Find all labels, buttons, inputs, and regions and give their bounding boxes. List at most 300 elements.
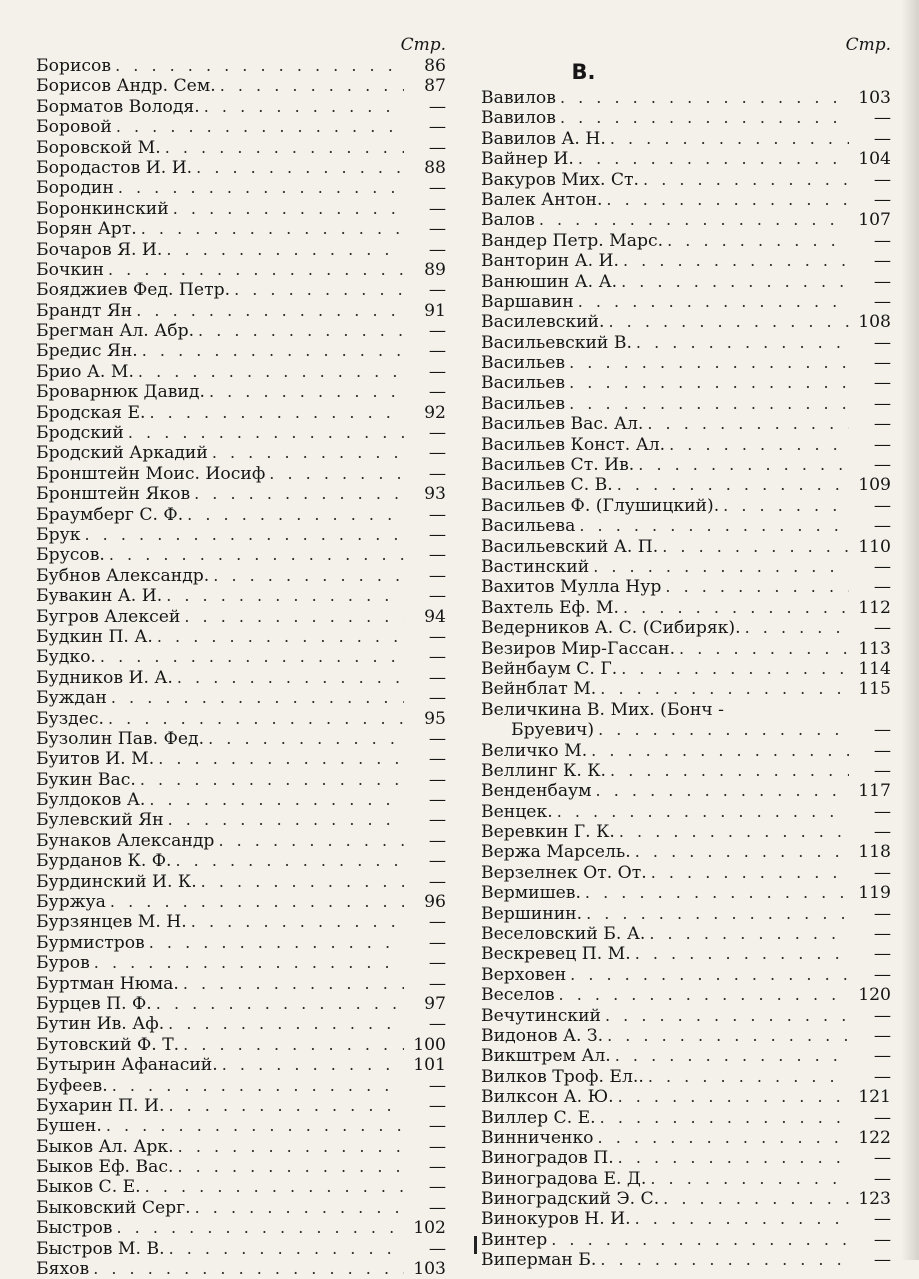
entry-name: Борматов Володя. — [36, 96, 200, 117]
dot-leader — [585, 883, 849, 903]
entry-page-number: — — [873, 393, 891, 414]
index-entry — [481, 1006, 891, 1026]
index-entry — [36, 872, 446, 892]
entry-name: Вандер Петр. Марс. — [481, 230, 664, 251]
dot-leader — [108, 709, 404, 729]
index-entry — [481, 720, 891, 740]
dot-leader — [586, 904, 849, 924]
dot-leader — [209, 382, 404, 402]
index-list — [481, 88, 891, 1271]
dot-leader — [269, 464, 404, 484]
entry-name: Бродский — [36, 423, 124, 444]
index-entry — [36, 321, 446, 341]
dot-leader — [662, 537, 849, 557]
index-entry — [481, 129, 891, 149]
entry-name: Винокуров Н. И. — [481, 1209, 631, 1230]
index-entry — [36, 586, 446, 606]
entry-page-number: 118 — [858, 842, 891, 863]
dot-leader — [667, 231, 849, 251]
entry-name: Буитов И. М. — [36, 749, 155, 770]
entry-page-number: — — [873, 1168, 891, 1189]
entry-page-number: — — [428, 1238, 446, 1259]
dot-leader — [198, 321, 404, 341]
entry-name: Брегман Ал. Абр. — [36, 321, 195, 342]
entry-page-number: — — [428, 117, 446, 138]
dot-leader — [191, 912, 404, 932]
index-entry — [481, 516, 891, 536]
dot-leader — [643, 170, 849, 190]
index-entry — [481, 394, 891, 414]
entry-page-number: — — [428, 932, 446, 953]
entry-page-number: — — [873, 332, 891, 353]
dot-leader — [141, 219, 404, 239]
entry-page-number: — — [428, 912, 446, 933]
dot-leader — [168, 1096, 404, 1116]
entry-page-number: — — [428, 178, 446, 199]
index-entry — [36, 566, 446, 586]
index-entry — [36, 933, 446, 953]
entry-name: Веселовский Б. А. — [481, 924, 646, 945]
entry-name: Васильев С. В. — [481, 475, 613, 496]
dot-leader — [635, 1209, 849, 1229]
entry-name: Бяхов — [36, 1259, 90, 1279]
entry-name: Вержа Марсель. — [481, 842, 631, 863]
index-entry — [481, 1128, 891, 1148]
dot-leader — [598, 720, 849, 740]
entry-page-number: — — [873, 1250, 891, 1271]
dot-leader — [110, 892, 404, 912]
entry-page-number: — — [428, 382, 446, 403]
entry-name: Ванторин А. И. — [481, 251, 619, 272]
entry-name: Бутырин Афанасий. — [36, 1055, 218, 1076]
dot-leader — [621, 659, 849, 679]
entry-page-number: 97 — [424, 993, 446, 1014]
entry-page-number: — — [873, 1046, 891, 1067]
dot-leader — [745, 618, 849, 638]
index-entry — [481, 781, 891, 801]
entry-name: Венденбаум — [481, 781, 592, 802]
entry-page-number: — — [873, 556, 891, 577]
index-entry — [481, 863, 891, 883]
dot-leader — [600, 1108, 849, 1128]
dot-leader — [116, 1218, 404, 1238]
dot-leader — [165, 138, 404, 158]
index-list — [36, 56, 446, 1279]
entry-name: Бубнов Александр. — [36, 565, 210, 586]
index-entry — [481, 88, 891, 108]
index-entry — [36, 1116, 446, 1136]
entry-name: Будников И. А. — [36, 667, 173, 688]
entry-name: Бувакин А. И. — [36, 586, 163, 607]
dot-leader — [183, 1035, 404, 1055]
entry-page-number: — — [428, 851, 446, 872]
entry-page-number: — — [873, 291, 891, 312]
dot-leader — [605, 1006, 849, 1026]
index-entry — [36, 729, 446, 749]
entry-name: Васильев Ф. (Глушицкий). — [481, 495, 720, 516]
entry-name: Бурцев П. Ф. — [36, 993, 152, 1014]
entry-name: Быковский Серг. — [36, 1197, 191, 1218]
index-entry — [36, 138, 446, 158]
dot-leader — [187, 505, 404, 525]
entry-name: Ведерников А. С. (Сибиряк). — [481, 618, 741, 639]
dot-leader — [610, 761, 849, 781]
entry-name: Василевский. — [481, 312, 605, 333]
entry-page-number: 120 — [858, 985, 891, 1006]
entry-name: Бурданов К. Ф. — [36, 851, 172, 872]
dot-leader — [177, 1157, 404, 1177]
index-entry — [481, 802, 891, 822]
entry-page-number: — — [873, 434, 891, 455]
entry-name: Бурдинский И. К. — [36, 871, 197, 892]
entry-page-number: 123 — [858, 1189, 891, 1210]
entry-name: Буждан — [36, 688, 107, 709]
index-entry — [36, 280, 446, 300]
index-entry — [481, 1169, 891, 1189]
entry-page-number: — — [428, 341, 446, 362]
index-entry — [36, 1177, 446, 1197]
entry-name: Веселов — [481, 985, 555, 1006]
entry-name: Вавилов А. Н. — [481, 128, 606, 149]
entry-page-number: — — [428, 586, 446, 607]
entry-name: Бронштейн Яков — [36, 484, 191, 505]
entry-name: Броварнюк Давид. — [36, 382, 205, 403]
entry-name: Верховен — [481, 964, 567, 985]
entry-name: Бродская Е. — [36, 402, 146, 423]
entry-name: Васильев — [481, 373, 566, 394]
entry-name: Бухарин П. И. — [36, 1095, 165, 1116]
index-column-left — [36, 34, 446, 1279]
entry-page-number: 92 — [424, 402, 446, 423]
entry-page-number: — — [428, 545, 446, 566]
index-entry — [36, 831, 446, 851]
dot-leader — [178, 1137, 404, 1157]
entry-name: Викштрем Ал. — [481, 1046, 611, 1067]
page-column-header: Стр. — [400, 35, 446, 55]
dot-leader — [100, 647, 404, 667]
index-entry — [36, 1198, 446, 1218]
dot-leader — [112, 1076, 404, 1096]
dot-leader — [560, 108, 849, 128]
page-column-header: Стр. — [845, 35, 891, 55]
entry-page-number: — — [873, 1005, 891, 1026]
entry-page-number: — — [428, 688, 446, 709]
entry-name: Вахитов Мулла Нур — [481, 577, 662, 598]
entry-page-number: — — [873, 189, 891, 210]
entry-name: Боровской М. — [36, 137, 161, 158]
entry-page-number: — — [873, 924, 891, 945]
index-entry — [36, 810, 446, 830]
entry-name: Бронштейн Моис. Иосиф — [36, 463, 266, 484]
dot-leader — [142, 341, 404, 361]
index-entry — [481, 965, 891, 985]
dot-leader — [166, 240, 404, 260]
entry-name: Бурзянцев М. Н. — [36, 912, 187, 933]
index-entry — [481, 1250, 891, 1270]
index-entry — [481, 149, 891, 169]
entry-name: Вилксон А. Ю. — [481, 1087, 614, 1108]
entry-name: Вавилов — [481, 88, 556, 108]
entry-page-number: — — [873, 128, 891, 149]
section-letter: В. — [571, 60, 596, 84]
dot-leader — [208, 729, 404, 749]
entry-name: Варшавин — [481, 291, 574, 312]
entry-page-number: — — [873, 618, 891, 639]
index-entry — [481, 639, 891, 659]
dot-leader — [150, 403, 405, 423]
entry-name: Бушен. — [36, 1116, 102, 1137]
dot-leader — [128, 423, 404, 443]
dot-leader — [560, 88, 849, 108]
index-entry — [481, 1209, 891, 1229]
entry-page-number: — — [428, 219, 446, 240]
entry-page-number: 89 — [424, 259, 446, 280]
dot-leader — [608, 312, 849, 332]
entry-name: Васильев Вас. Ал. — [481, 414, 644, 435]
entry-page-number: 122 — [858, 1127, 891, 1148]
dot-leader — [116, 117, 404, 137]
entry-page-number: — — [873, 822, 891, 843]
index-entry — [36, 892, 446, 912]
index-entry — [36, 525, 446, 545]
index-entry — [36, 1239, 446, 1259]
index-entry — [36, 341, 446, 361]
entry-name: Будко. — [36, 647, 96, 668]
dot-leader — [184, 607, 404, 627]
entry-name: Быков Ал. Арк. — [36, 1136, 174, 1157]
entry-name: Булдоков А. — [36, 790, 146, 811]
entry-name: Борисов Андр. Сем. — [36, 76, 216, 97]
index-entry — [36, 1218, 446, 1238]
entry-page-number: — — [873, 1229, 891, 1250]
entry-page-number: — — [428, 728, 446, 749]
entry-page-number: 109 — [858, 475, 891, 496]
index-entry — [481, 190, 891, 210]
entry-name: Буржуа — [36, 892, 106, 913]
entry-name: Виллер С. Е. — [481, 1107, 596, 1128]
entry-page-number: — — [428, 321, 446, 342]
index-entry — [36, 1137, 446, 1157]
index-entry — [36, 627, 446, 647]
dot-leader — [665, 577, 849, 597]
entry-name: Бояджиев Фед. Петр. — [36, 280, 231, 301]
dot-leader — [579, 516, 849, 536]
dot-leader — [218, 831, 404, 851]
entry-page-number: — — [873, 577, 891, 598]
index-entry — [36, 1014, 446, 1034]
index-entry — [36, 709, 446, 729]
entry-name: Бродский Аркадий — [36, 443, 208, 464]
index-entry — [481, 1067, 891, 1087]
entry-name: Винниченко — [481, 1127, 594, 1148]
index-entry — [481, 210, 891, 230]
dot-leader — [149, 933, 404, 953]
dot-leader — [578, 292, 849, 312]
entry-page-number: — — [873, 862, 891, 883]
entry-page-number: — — [428, 1136, 446, 1157]
dot-leader — [596, 781, 849, 801]
entry-page-number: 96 — [424, 892, 446, 913]
index-entry — [36, 607, 446, 627]
entry-name: Буртман Нюма. — [36, 973, 179, 994]
entry-page-number: — — [428, 1014, 446, 1035]
dot-leader — [619, 822, 849, 842]
index-entry — [481, 659, 891, 679]
entry-page-number: — — [873, 516, 891, 537]
dot-leader — [623, 598, 849, 618]
entry-page-number: — — [428, 1075, 446, 1096]
entry-name: Буров — [36, 953, 90, 974]
index-entry — [36, 382, 446, 402]
entry-name: Бугров Алексей — [36, 606, 181, 627]
entry-page-number: — — [428, 749, 446, 770]
entry-page-number: 115 — [858, 679, 891, 700]
dot-leader — [617, 475, 849, 495]
entry-name: Виноградский Э. С. — [481, 1189, 660, 1210]
entry-page-number: 107 — [858, 210, 891, 231]
entry-page-number: — — [428, 790, 446, 811]
index-entry — [481, 1087, 891, 1107]
index-entry — [36, 994, 446, 1014]
dot-leader — [166, 586, 404, 606]
index-entry — [36, 505, 446, 525]
entry-name: Веревкин Г. К. — [481, 822, 615, 843]
dot-leader — [591, 741, 849, 761]
dot-leader — [723, 496, 849, 516]
dot-leader — [539, 210, 849, 230]
entry-page-number: 112 — [858, 597, 891, 618]
dot-leader — [618, 1087, 849, 1107]
index-entry — [36, 219, 446, 239]
dot-leader — [649, 924, 849, 944]
entry-page-number: — — [873, 495, 891, 516]
index-entry — [481, 475, 891, 495]
entry-page-number: — — [873, 455, 891, 476]
entry-page-number: — — [873, 1148, 891, 1169]
index-entry — [481, 455, 891, 475]
index-entry — [481, 496, 891, 516]
index-entry — [481, 700, 891, 720]
entry-page-number: — — [428, 647, 446, 668]
index-entry — [36, 1035, 446, 1055]
entry-name: Бутин Ив. Аф. — [36, 1014, 165, 1035]
entry-page-number: — — [428, 96, 446, 117]
dot-leader — [593, 557, 849, 577]
entry-page-number: — — [873, 353, 891, 374]
dot-leader — [222, 1055, 404, 1075]
entry-name: Вавилов — [481, 108, 556, 129]
entry-page-number: — — [428, 1157, 446, 1178]
index-entry — [36, 240, 446, 260]
index-entry — [481, 435, 891, 455]
entry-page-number: 119 — [858, 883, 891, 904]
dot-leader — [650, 1169, 849, 1189]
index-entry — [481, 1148, 891, 1168]
index-column-right — [481, 34, 891, 1271]
index-entry — [481, 822, 891, 842]
dot-leader — [679, 639, 849, 659]
entry-page-number: 87 — [424, 76, 446, 97]
entry-page-number: 110 — [858, 536, 891, 557]
index-entry — [36, 443, 446, 463]
dot-leader — [615, 1046, 849, 1066]
entry-name: Васильевский В. — [481, 332, 632, 353]
index-entry — [481, 251, 891, 271]
entry-name: Быстров — [36, 1218, 113, 1239]
entry-page-number: — — [428, 198, 446, 219]
entry-name: Бородин — [36, 178, 114, 199]
dot-leader — [183, 974, 404, 994]
entry-page-number: — — [873, 944, 891, 965]
index-entry — [36, 178, 446, 198]
dot-leader — [138, 362, 404, 382]
entry-name: Вилков Троф. Ел.. — [481, 1066, 644, 1087]
entry-page-number: — — [873, 760, 891, 781]
index-entry — [36, 403, 446, 423]
index-entry — [36, 953, 446, 973]
entry-page-number: — — [428, 1095, 446, 1116]
dot-leader — [618, 1148, 849, 1168]
entry-page-number: — — [873, 1066, 891, 1087]
entry-page-number: 104 — [858, 149, 891, 170]
entry-name: Васильев — [481, 353, 566, 374]
entry-page-number: 101 — [413, 1055, 446, 1076]
entry-name: Бочаров Я. И. — [36, 239, 163, 260]
index-entry — [36, 790, 446, 810]
index-entry — [36, 301, 446, 321]
index-entry — [481, 108, 891, 128]
entry-name: Везиров Мир-Гассан. — [481, 638, 676, 659]
page-mark — [474, 1236, 477, 1254]
entry-page-number: 91 — [424, 300, 446, 321]
entry-page-number: — — [428, 973, 446, 994]
entry-name: Бузолин Пав. Фед. — [36, 728, 205, 749]
dot-leader — [85, 525, 405, 545]
index-entry — [36, 668, 446, 688]
index-entry — [481, 904, 891, 924]
entry-name: Вечутинский — [481, 1005, 601, 1026]
entry-name: Вастинский — [481, 556, 590, 577]
entry-name: Васильев Ст. Ив. — [481, 455, 635, 476]
entry-name: Быстров М. В. — [36, 1238, 165, 1259]
entry-page-number: 103 — [413, 1259, 446, 1279]
dot-leader — [635, 944, 849, 964]
dot-leader — [648, 1067, 849, 1087]
dot-leader — [606, 190, 849, 210]
entry-page-number: — — [873, 720, 891, 741]
entry-page-number: — — [873, 964, 891, 985]
entry-name: Брио А. М. — [36, 361, 134, 382]
entry-name: Вейнбаум С. Г. — [481, 658, 618, 679]
index-entry — [481, 618, 891, 638]
entry-page-number: — — [873, 373, 891, 394]
entry-name: Брандт Ян — [36, 300, 133, 321]
dot-leader — [118, 178, 404, 198]
index-entry — [481, 414, 891, 434]
entry-name: Васильевский А. П. — [481, 536, 659, 557]
dot-leader — [647, 414, 849, 434]
dot-leader — [559, 985, 849, 1005]
dot-leader — [234, 280, 404, 300]
dot-leader — [145, 1177, 404, 1197]
entry-name: Бородастов И. И. — [36, 157, 193, 178]
dot-leader — [111, 688, 404, 708]
dot-leader — [106, 1116, 404, 1136]
index-entry — [481, 333, 891, 353]
index-entry — [36, 199, 446, 219]
entry-page-number: — — [873, 740, 891, 761]
index-entry — [36, 117, 446, 137]
